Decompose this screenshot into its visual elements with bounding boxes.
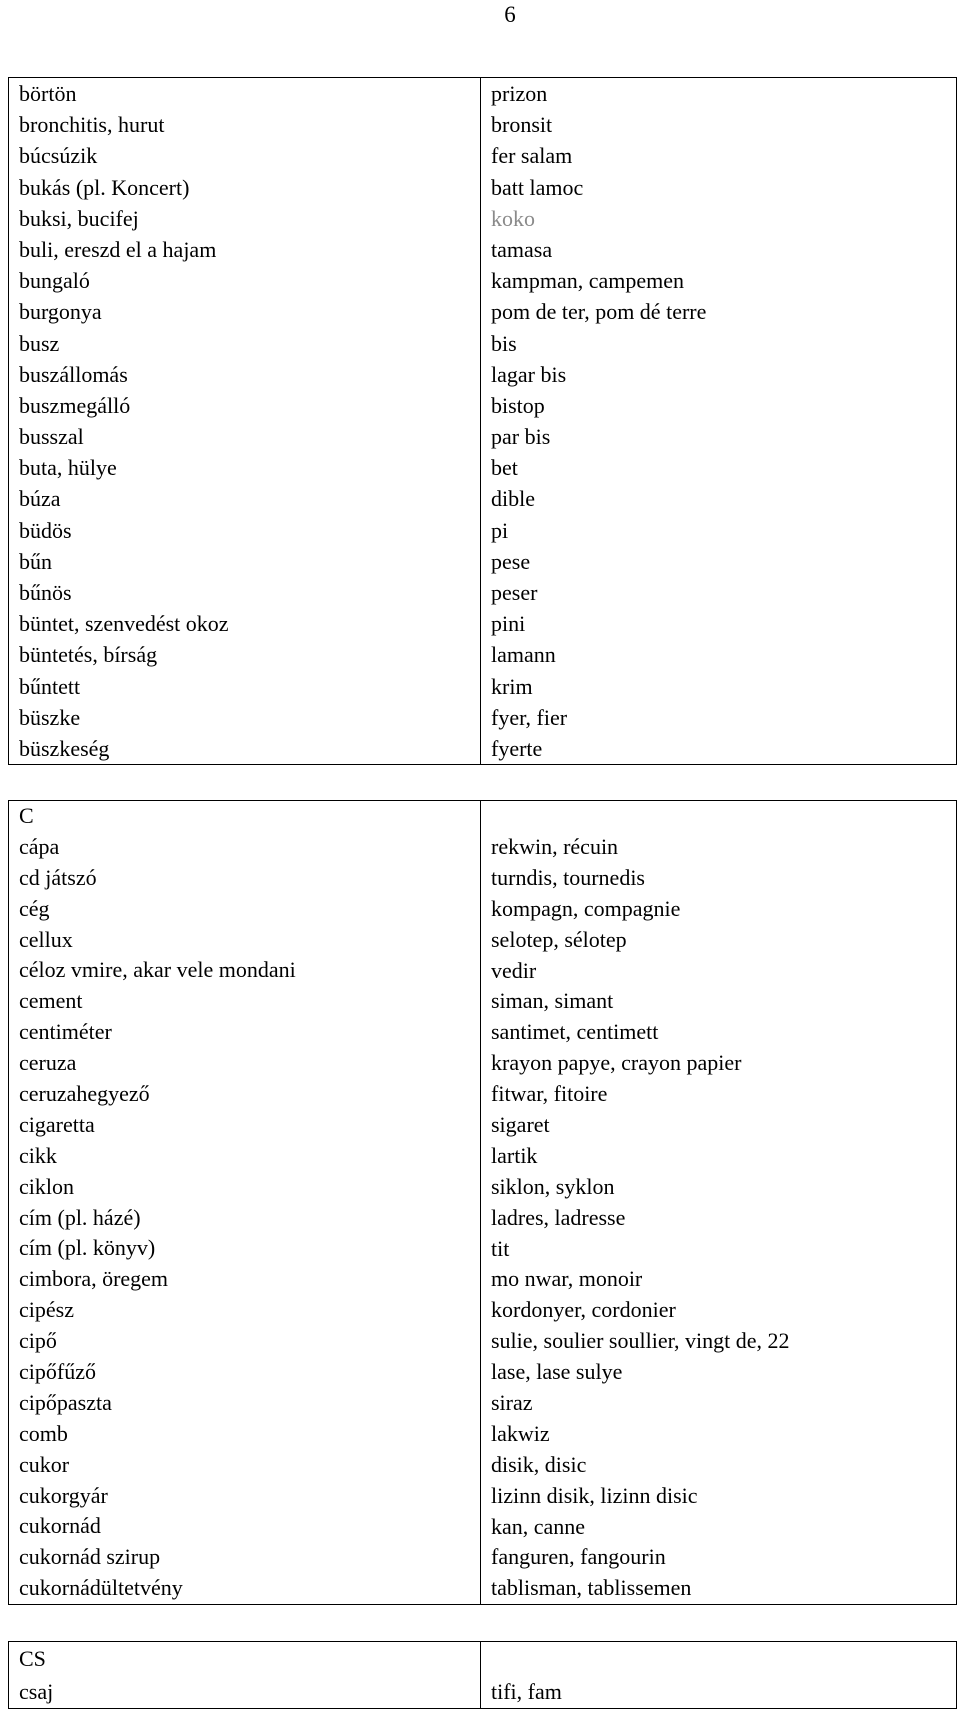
- hungarian-term: büntetés, bírság: [19, 642, 158, 668]
- french-translation: tifi, fam: [491, 1679, 562, 1704]
- french-translation: santimet, centimett: [491, 1019, 659, 1045]
- hungarian-term: büdös: [19, 517, 72, 543]
- french-translation: lartik: [491, 1142, 538, 1168]
- hungarian-term: ceruzahegyező: [19, 1081, 150, 1107]
- hungarian-term: cipőpaszta: [19, 1389, 112, 1415]
- french-translation: rekwin, récuin: [491, 834, 619, 859]
- french-column: [481, 801, 957, 1605]
- hungarian-term: bronchitis, hurut: [19, 112, 165, 138]
- french-translation: krayon papye, crayon papier: [491, 1050, 742, 1076]
- french-translation: tablisman, tablissemen: [491, 1575, 692, 1601]
- french-translation: dible: [491, 486, 535, 512]
- french-translation: pini: [491, 611, 526, 637]
- hungarian-term: comb: [19, 1420, 68, 1446]
- french-translation: fyer, fier: [491, 704, 568, 730]
- section-header-cs: CS: [19, 1646, 46, 1671]
- french-translation: batt lamoc: [491, 174, 584, 200]
- french-translation: tit: [491, 1235, 510, 1261]
- french-translation: siraz: [491, 1390, 533, 1416]
- french-translation: kampman, campemen: [491, 268, 685, 294]
- section-header-c: C: [19, 803, 34, 828]
- hungarian-term: csaj: [19, 1679, 54, 1704]
- french-column: [481, 1642, 957, 1709]
- french-translation: krim: [491, 673, 533, 699]
- table-row: [9, 78, 957, 765]
- hungarian-term: busszal: [19, 424, 84, 450]
- french-translation: fitwar, fitoire: [491, 1081, 608, 1107]
- french-translation: peser: [491, 580, 538, 605]
- french-translation: ladres, ladresse: [491, 1204, 626, 1230]
- hungarian-term: cement: [19, 988, 83, 1014]
- hungarian-term: cukornádültetvény: [19, 1575, 183, 1601]
- hungarian-term: céloz vmire, akar vele mondani: [19, 957, 296, 983]
- french-translation: pese: [491, 548, 531, 574]
- hungarian-term: buszállomás: [19, 361, 128, 387]
- hungarian-term: cím (pl. házé): [19, 1204, 141, 1230]
- hungarian-column: [9, 801, 481, 1605]
- hungarian-term: büszke: [19, 704, 81, 730]
- hungarian-term: cápa: [19, 833, 60, 859]
- hungarian-term: centiméter: [19, 1019, 112, 1045]
- french-translation: mo nwar, monoir: [491, 1266, 643, 1292]
- hungarian-term: cég: [19, 895, 50, 921]
- hungarian-term: burgonya: [19, 299, 102, 325]
- hungarian-term: búza: [19, 486, 61, 512]
- french-translation: lizinn disik, lizinn disic: [491, 1482, 698, 1508]
- hungarian-term: cím (pl. könyv): [19, 1235, 156, 1261]
- dictionary-table-cs: [8, 1641, 957, 1709]
- french-translation: selotep, sélotep: [491, 926, 627, 952]
- hungarian-term: büntet, szenvedést okoz: [19, 611, 229, 637]
- hungarian-term: cukornád: [19, 1513, 101, 1539]
- french-translation: bet: [491, 455, 518, 481]
- hungarian-term: búcsúzik: [19, 143, 98, 169]
- hungarian-term: bűn: [19, 548, 52, 574]
- dictionary-table-c: [8, 800, 957, 1605]
- french-translation: sulie, soulier soullier, vingt de, 22: [491, 1328, 790, 1354]
- hungarian-column: [9, 1642, 481, 1709]
- hungarian-term: ciklon: [19, 1173, 74, 1199]
- french-translation: lase, lase sulye: [491, 1359, 623, 1385]
- french-translation: siklon, syklon: [491, 1173, 615, 1199]
- hungarian-term: cipőfűző: [19, 1359, 96, 1385]
- french-translation: lagar bis: [491, 361, 567, 387]
- hungarian-term: bungaló: [19, 268, 90, 294]
- french-translation: siman, simant: [491, 988, 614, 1014]
- french-translation: sigaret: [491, 1112, 550, 1138]
- hungarian-term: bűnös: [19, 580, 72, 605]
- french-translation: vedir: [491, 957, 537, 983]
- hungarian-term: cipész: [19, 1297, 74, 1323]
- hungarian-term: cipő: [19, 1328, 57, 1354]
- hungarian-term: ceruza: [19, 1050, 77, 1076]
- french-translation: disik, disic: [491, 1451, 587, 1477]
- hungarian-term: cellux: [19, 926, 73, 952]
- hungarian-term: bukás (pl. Koncert): [19, 174, 190, 200]
- french-translation: koko: [491, 205, 535, 231]
- hungarian-term: buszmegálló: [19, 392, 131, 418]
- french-translation: bistop: [491, 392, 545, 418]
- table-row: [9, 801, 957, 1605]
- section-header-spacer: [491, 1642, 956, 1675]
- hungarian-term: buli, ereszd el a hajam: [19, 236, 217, 262]
- hungarian-term: börtön: [19, 81, 77, 106]
- french-translation: fanguren, fangourin: [491, 1544, 666, 1570]
- hungarian-term: cd játszó: [19, 864, 97, 890]
- french-translation: fyerte: [491, 735, 543, 761]
- french-translation: kordonyer, cordonier: [491, 1297, 676, 1323]
- french-translation: par bis: [491, 424, 551, 450]
- french-translation: bis: [491, 330, 517, 356]
- french-translation: pi: [491, 517, 509, 543]
- french-translation: lamann: [491, 642, 556, 668]
- french-translation: fer salam: [491, 143, 573, 169]
- hungarian-term: buta, hülye: [19, 455, 117, 481]
- hungarian-term: cukornád szirup: [19, 1544, 161, 1570]
- page-number: 6: [504, 2, 516, 27]
- french-translation: kompagn, compagnie: [491, 895, 681, 921]
- french-translation: tamasa: [491, 236, 553, 262]
- table-row: [9, 1642, 957, 1709]
- french-translation: kan, canne: [491, 1513, 586, 1539]
- hungarian-term: busz: [19, 330, 60, 356]
- hungarian-term: cigaretta: [19, 1111, 95, 1137]
- section-header-spacer: [491, 801, 956, 832]
- hungarian-term: cikk: [19, 1142, 57, 1168]
- french-translation: pom de ter, pom dé terre: [491, 299, 707, 325]
- hungarian-term: bűntett: [19, 673, 81, 699]
- hungarian-term: buksi, bucifej: [19, 205, 139, 231]
- hungarian-term: cimbora, öregem: [19, 1266, 169, 1292]
- french-translation: turndis, tournedis: [491, 864, 645, 890]
- french-translation: bronsit: [491, 112, 553, 138]
- hungarian-term: cukorgyár: [19, 1482, 108, 1508]
- hungarian-column: [9, 78, 481, 765]
- french-translation: prizon: [491, 81, 548, 106]
- dictionary-table-b: [8, 77, 957, 765]
- hungarian-term: cukor: [19, 1451, 70, 1477]
- french-column: [481, 78, 957, 765]
- hungarian-term: büszkeség: [19, 735, 110, 761]
- french-translation: lakwiz: [491, 1420, 550, 1446]
